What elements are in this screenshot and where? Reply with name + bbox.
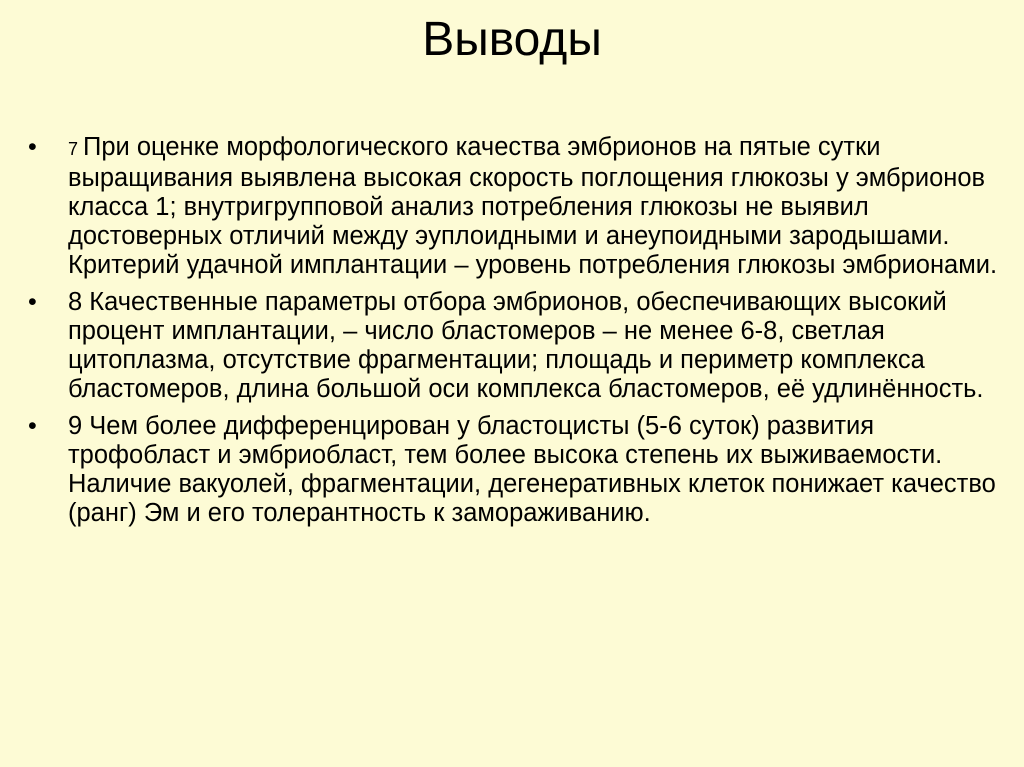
conclusion-item-8	[0, 288, 1024, 404]
conclusion-text: Качественные параметры отбора эмбрионов, обеспечивающих высокий процент имплантации, – число бластомеров – не менее 6-8, светлая цитоплазма, отсутствие фрагментации; площадь и периметр комплекса бластомеров, длина большой оси комплекса бластомеров, её удлинённость.	[68, 288, 984, 403]
conclusion-number: 8	[68, 288, 90, 316]
conclusion-text: Чем более дифференцирован у бластоцисты (5-6 суток) развития трофобласт и эмбриобласт, тем более высока степень их выживаемости. Наличие вакуолей, фрагментации, дегенеративных клеток понижает качество (ранг) Эм и его толерантность к замораживанию.	[68, 412, 996, 527]
conclusion-text: При оценке морфологического качества эмбрионов на пятые сутки выращивания выявлена высокая скорость поглощения глюкозы у эмбрионов класса 1; внутригрупповой анализ потребления глюкозы не выявил достоверных отличий между эуплоидными и анеупоидными зародышами. Критерий удачной имплантации – уровень потребления глюкозы эмбрионами.	[68, 133, 998, 279]
bullet-icon: •	[28, 412, 37, 440]
conclusion-item-9	[0, 412, 1024, 528]
conclusion-number: 7	[68, 139, 84, 159]
conclusions-list	[0, 133, 1024, 536]
conclusion-item-7	[0, 133, 1024, 280]
slide-title: Выводы	[422, 13, 602, 66]
bullet-icon: •	[28, 288, 37, 316]
conclusion-number: 9	[68, 412, 90, 440]
bullet-icon: •	[28, 133, 37, 161]
